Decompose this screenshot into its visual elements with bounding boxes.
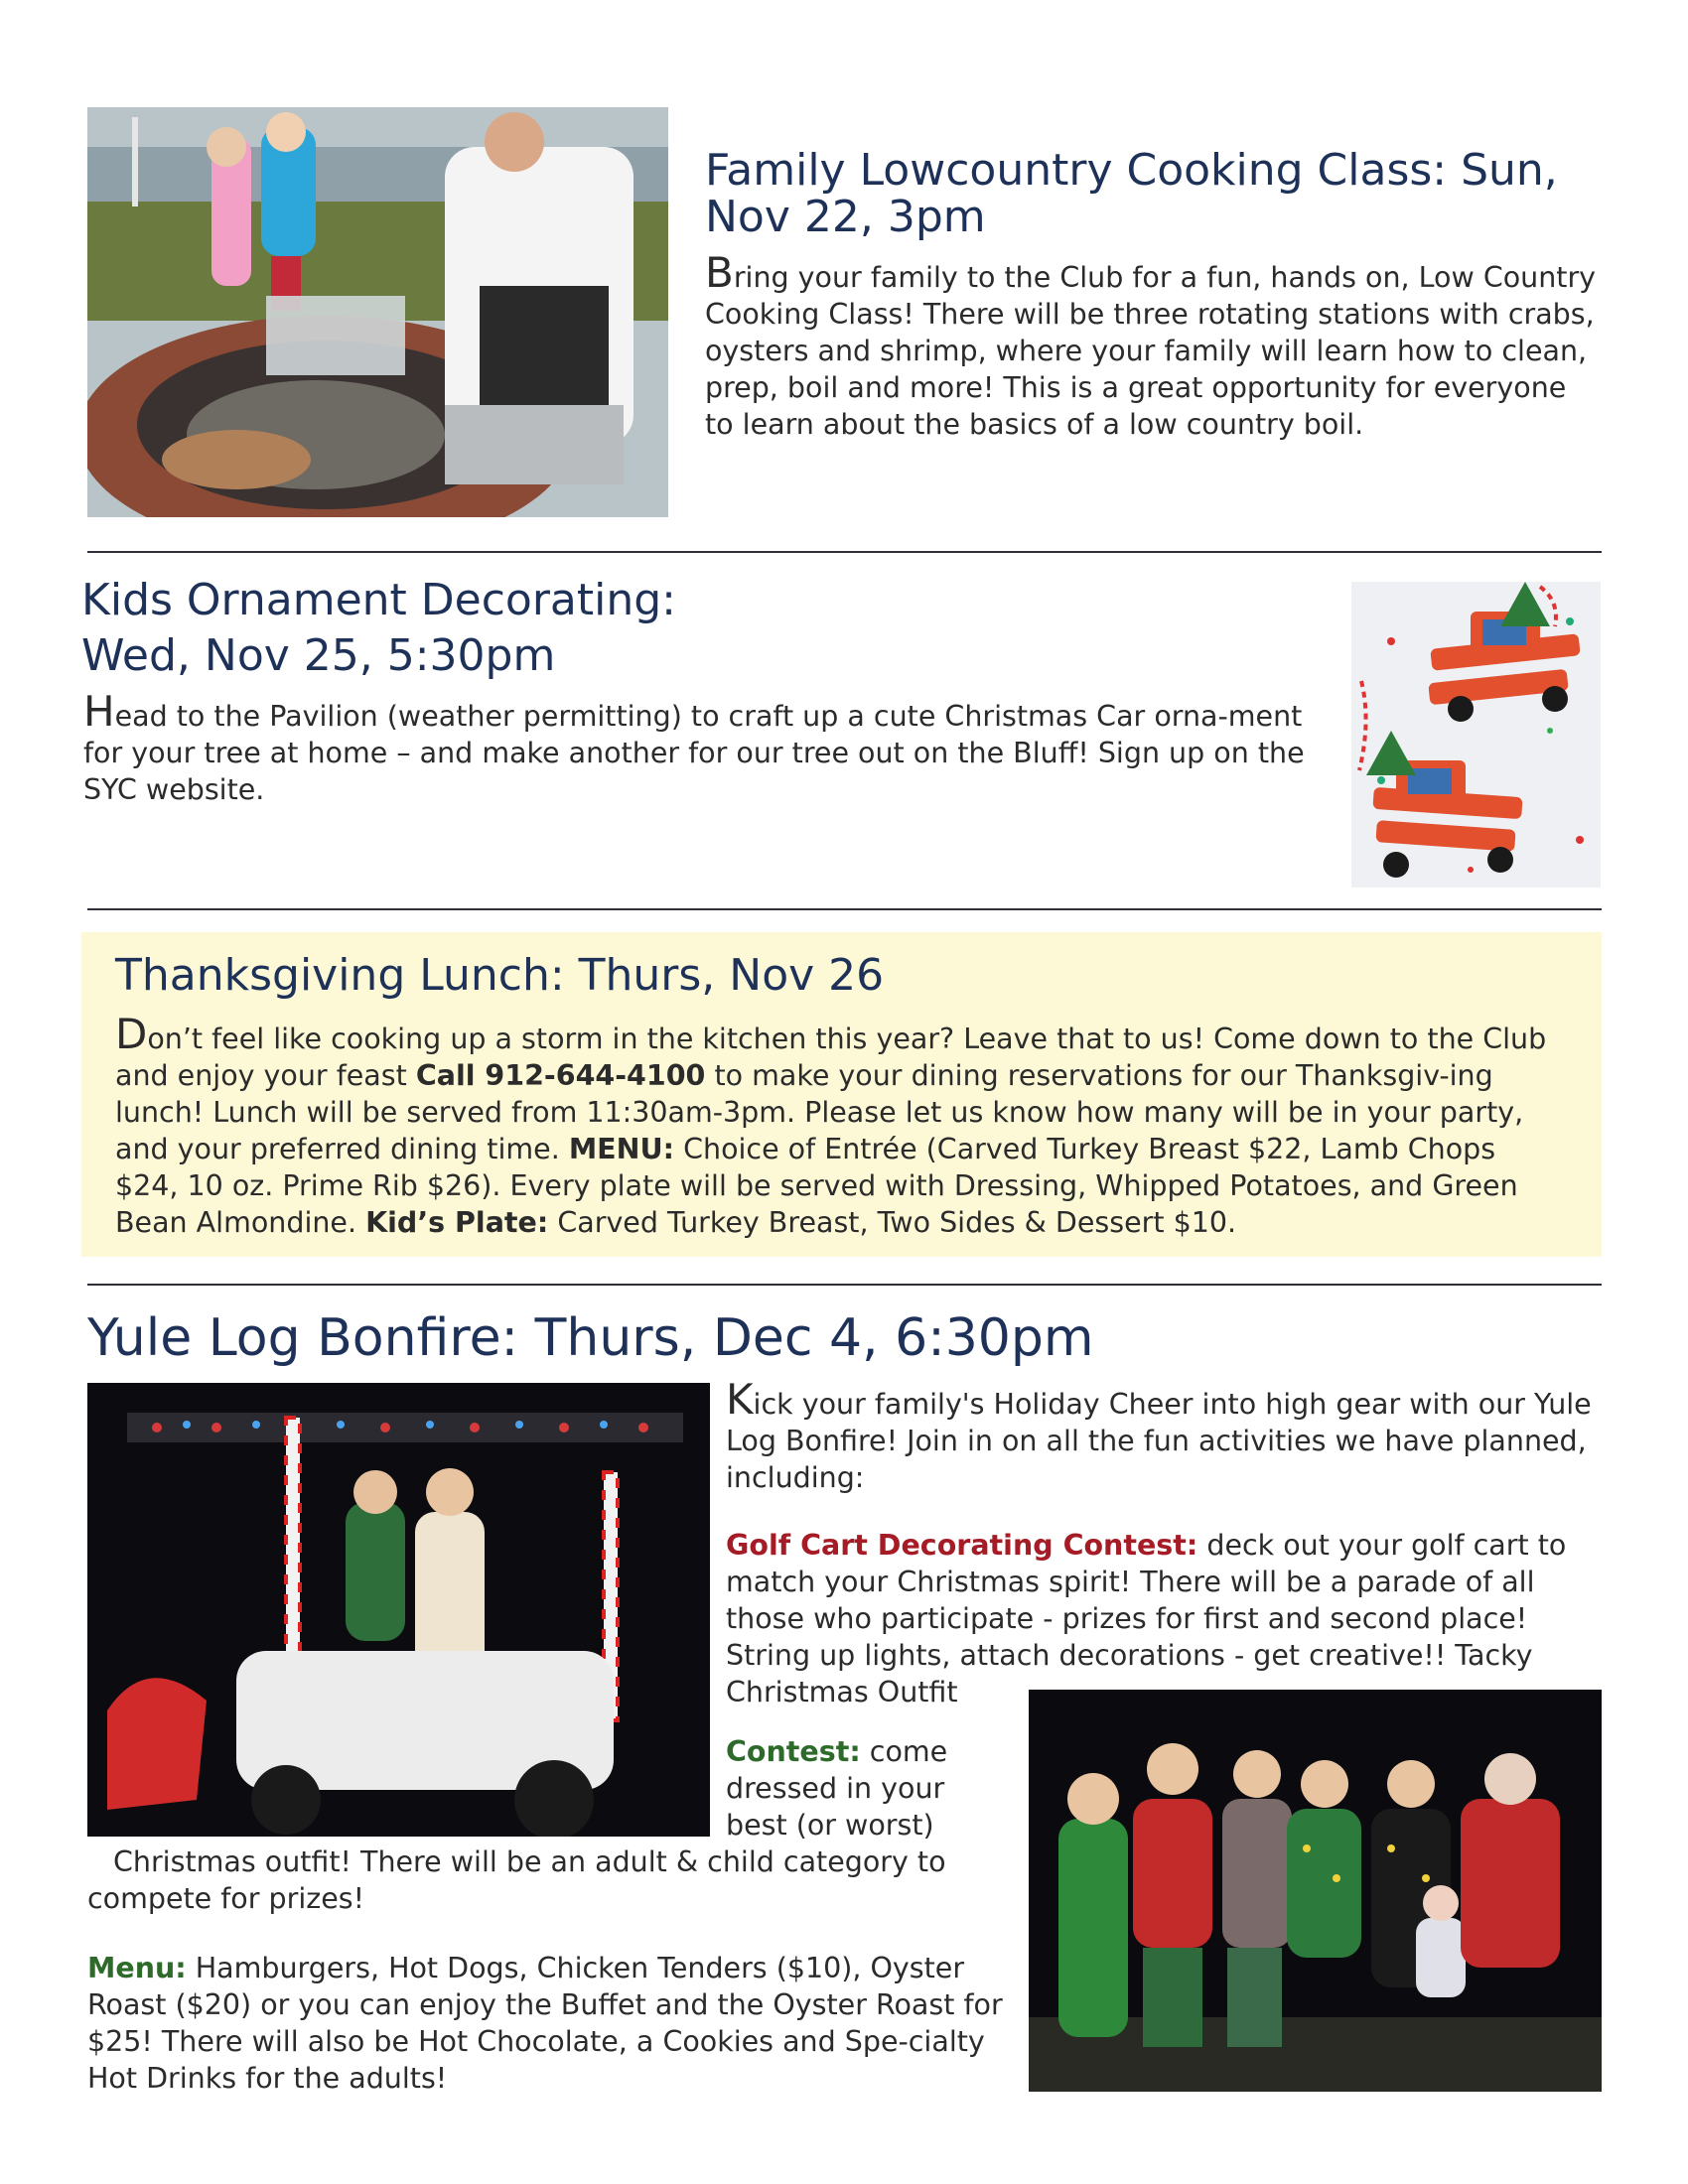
cooking-dropcap: B: [705, 248, 734, 297]
golf-cart-contest-label: Golf Cart Decorating Contest:: [726, 1529, 1198, 1562]
ornament-photo: [1351, 582, 1601, 887]
thanksgiving-text2: to make your dining reservations for our Thanksgiv-ing lunch! Lunch will be served from 11:30am-3pm. Please let us know how many will be in your party, and your preferred dining time.: [115, 1059, 1524, 1165]
golf-cart-photo: [87, 1383, 710, 1837]
ornament-description: [83, 687, 1320, 808]
yule-intro-text: ick your family's Holiday Cheer into high gear with our Yule Log Bonfire! Join in on all the fun activities we have planned, including:: [726, 1388, 1592, 1494]
outfit-contest: [726, 1733, 984, 1843]
ornament-title-line1: Kids Ornament Decorating:: [81, 575, 677, 625]
thanksgiving-description: [115, 1010, 1565, 1241]
thanksgiving-text4: Carved Turkey Breast, Two Sides & Dessert $10.: [548, 1206, 1237, 1239]
divider-2: [87, 908, 1602, 910]
thanksgiving-kids-label: Kid’s Plate:: [365, 1206, 549, 1239]
thanksgiving-call: Call 912-644-4100: [415, 1059, 706, 1092]
ornament-body: ead to the Pavilion (weather permitting) to craft up a cute Christmas Car orna-ment for your tree at home – and make another for our tree out on the Bluff! Sign up on the SYC website.: [83, 700, 1305, 806]
yule-menu-text: Hamburgers, Hot Dogs, Chicken Tenders ($10), Oyster Roast ($20) or you can enjoy the Buffet and the Oyster Roast for $25! There will also be Hot Chocolate, a Cookies and Spe-cialty Hot Drinks for the adults!: [87, 1952, 1003, 2095]
outfit-contest-text2: Christmas outfit! There will be an adult & child category to compete for prizes!: [87, 1845, 946, 1915]
yule-dropcap: K: [726, 1375, 754, 1424]
divider-1: [87, 551, 1602, 553]
thanksgiving-dropcap: D: [115, 1010, 148, 1058]
golf-cart-contest-text: deck out your golf cart to match your Christmas spirit! There will be a parade of all those who participate - prizes for first and second place! String up lights, attach decorations - get creative!! Tacky Christmas Outfit: [726, 1529, 1567, 1708]
thanksgiving-title: Thanksgiving Lunch: Thurs, Nov 26: [115, 950, 885, 1001]
yule-intro: [726, 1375, 1600, 1496]
thanksgiving-text1: on’t feel like cooking up a storm in the kitchen this year? Leave that to us! Come down to the Club and enjoy your feast: [115, 1023, 1547, 1092]
ornament-dropcap: H: [83, 687, 115, 736]
yule-menu-label: Menu:: [87, 1952, 187, 1984]
cooking-class-title: Family Lowcountry Cooking Class: Sun, Nov 22, 3pm: [705, 145, 1558, 242]
cooking-class-photo: [87, 107, 668, 517]
thanksgiving-text3: Choice of Entrée (Carved Turkey Breast $22, Lamb Chops $24, 10 oz. Prime Rib $26). Every plate will be served with Dressing, Whipped Potatoes, and Green Bean Almondine.: [115, 1133, 1518, 1239]
outfit-contest-label: Contest:: [726, 1735, 861, 1768]
divider-3: [87, 1284, 1602, 1286]
ornament-title-line2: Wed, Nov 25, 5:30pm: [81, 630, 556, 681]
thanksgiving-menu-label: MENU:: [568, 1133, 675, 1165]
outfit-contest-text1: come dressed in your best (or worst): [726, 1735, 948, 1842]
yule-title: Yule Log Bonfire: Thurs, Dec 4, 6:30pm: [87, 1308, 1094, 1368]
ugly-sweater-photo: [1029, 1690, 1602, 2092]
outfit-contest-continued: [87, 1843, 1011, 1917]
cooking-body: ring your family to the Club for a fun, hands on, Low Country Cooking Class! There will be three rotating stations with crabs, oysters and shrimp, where your family will learn how to clean, prep, boil and more! This is a great opportunity for everyone to learn about the basics of a low country boil.: [705, 261, 1597, 441]
golf-cart-contest: [726, 1527, 1600, 1710]
cooking-class-description: [705, 248, 1599, 443]
yule-menu: [87, 1950, 1011, 2097]
